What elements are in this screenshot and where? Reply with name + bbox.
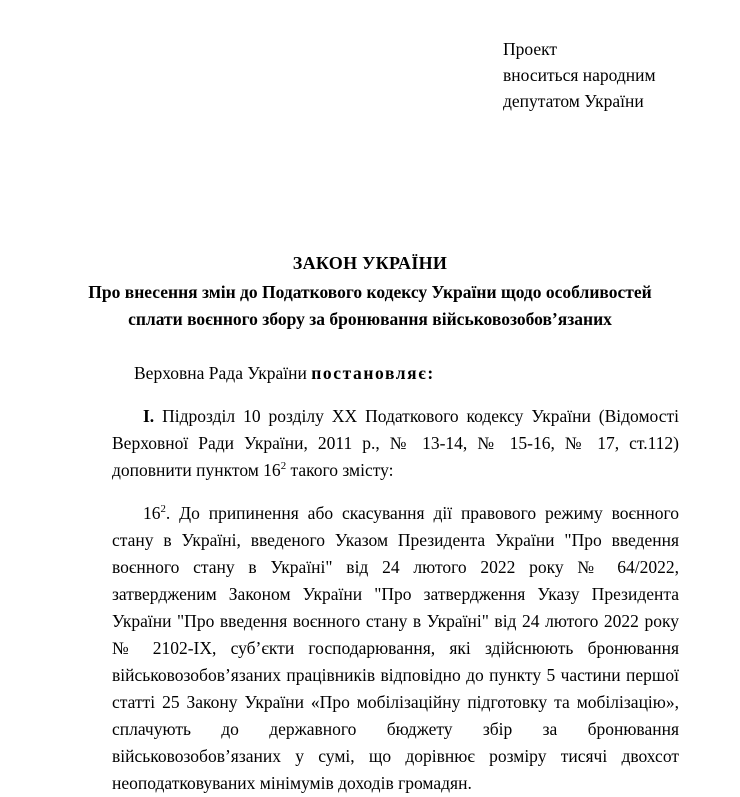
page-subtitle: [70, 279, 670, 333]
header-line-1: Проект: [503, 39, 558, 59]
clause-16-marker-suffix: .: [165, 503, 171, 523]
document-header-block: [503, 36, 733, 114]
clause-16-marker-superscript: 2: [160, 503, 166, 516]
clause-16-body: До припинення або скасування дії правового режиму воєнного стану в Україні, введеного Указом Президента України "Про введення воєнного стану в Україні" від 24 лютого 2022 року № 64/2022, затвердженим Законом України "Про затвердження Указу Президента України "Про введення воєнного стану в Україні" від 24 лютого 2022 року № 2102-IX, суб’єкти господарювання, які здійснюють бронювання військовозобов’язаних працівників відповідно до пункту 5 частини першої статті 25 Закону України «Про мобілізаційну підготовку та мобілізацію», сплачують до державного бюджету збір за бронювання військовозобов’язаних у сумі, що дорівнює розміру тисячі двохсот неоподатковуваних мінімумів доходів громадян.: [112, 503, 679, 793]
adopting-clause-verb: постановляє:: [311, 363, 435, 383]
section-i-text-after: такого змісту:: [286, 460, 394, 480]
header-line-3: депутатом України: [503, 91, 644, 111]
title-block: [70, 250, 670, 333]
section-i-marker: I.: [143, 406, 155, 426]
document-body: [112, 360, 679, 797]
adopting-clause-lead: Верховна Рада України: [134, 363, 312, 383]
section-i-paragraph: [112, 403, 679, 484]
page-title: ЗАКОН УКРАЇНИ: [292, 253, 448, 273]
adopting-clause: [112, 360, 679, 387]
header-line-2: вноситься народним: [503, 65, 656, 85]
clause-16-marker-number: 16: [143, 503, 161, 523]
subtitle-line-2: сплати воєнного збору за бронювання військовозобов’язаних: [128, 309, 612, 329]
subtitle-line-1: Про внесення змін до Податкового кодексу України щодо особливостей: [88, 282, 652, 302]
clause-16-paragraph: [112, 500, 679, 797]
section-i-superscript: 2: [280, 460, 287, 473]
section-i-text-before: Підрозділ 10 розділу XX Податкового кодексу України (Відомості Верховної Ради України, 2011 р., № 13-14, № 15-16, № 17, ст.112) доповнити пунктом 16: [112, 406, 679, 480]
